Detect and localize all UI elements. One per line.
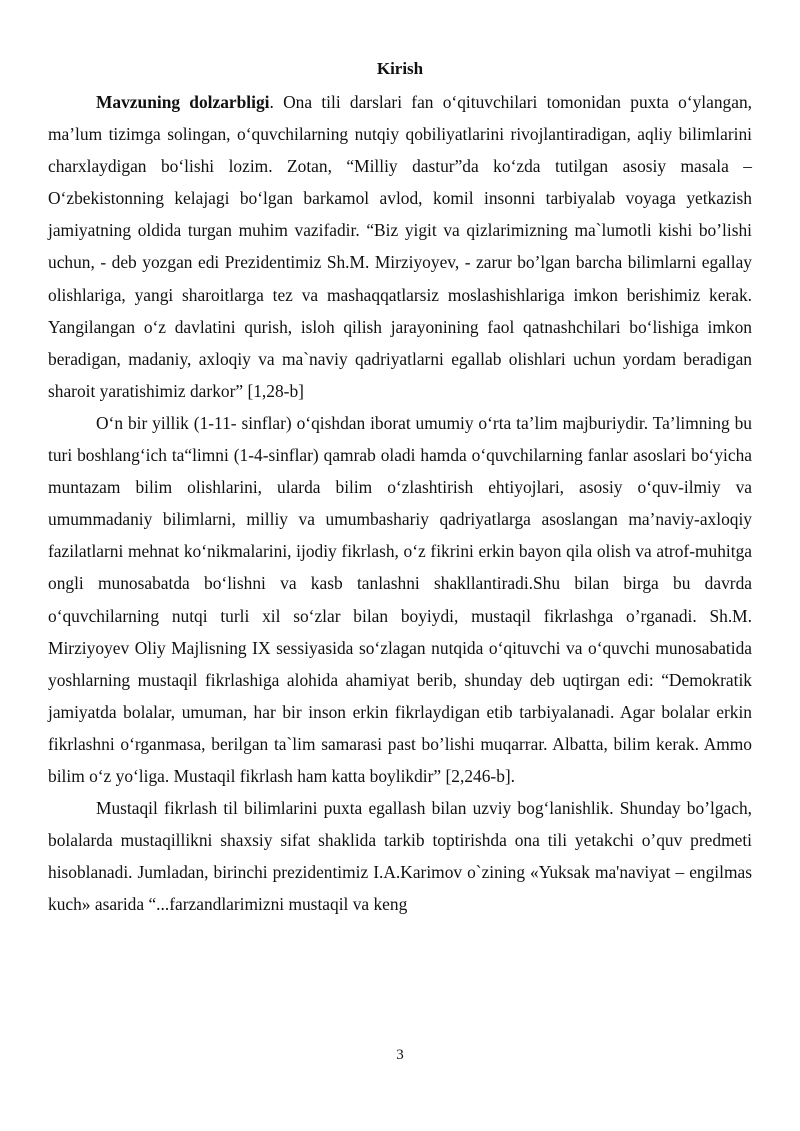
body-text — [48, 86, 752, 920]
paragraph-independent-thinking — [48, 792, 752, 920]
paragraph-text: O‘n bir yillik (1-11- sinflar) o‘qishdan iborat umumiy o‘rta ta’lim majburiydir. Ta’limning bu turi boshlang‘ich ta“limni (1-4-sinflar) qamrab oladi hamda o‘quvchilarning fanlar asoslari bo‘yicha muntazam bilim olishlarini, ularda bilim o‘zlashtirish ehtiyojlari, asosiy o‘quv-ilmiy va umummadaniy bilimlarni, milliy va umumbashariy qadriyatlarga asoslangan ma’naviy-axloqiy fazilatlarni mehnat ko‘nikmalarini, ijodiy fikrlash, o‘z fikrini erkin bayon qila olish va atrof-muhitga ongli munosabatda bo‘lishni va kasb tanlashni shakllantiradi.Shu bilan birga bu davrda o‘quvchilarning nutqi turli xil so‘zlar bilan boyiydi, mustaqil fikrlashga o’rganadi. Sh.M. Mirziyoyev Oliy Majlisning IX sessiyasida so‘zlagan nutqida o‘qituvchi va o‘quvchi munosabatida yoshlarning mustaqil fikrlashiga alohida ahamiyat berib, shunday deb uqtirgan edi: “Demokratik jamiyatda bolalar, umuman, har bir inson erkin fikrlaydigan etib tarbiyalanadi. Agar bolalar erkin fikrlashni o‘rganmasa, berilgan ta`lim samarasi past bo’lishi muqarrar. Albatta, bilim kerak. Ammo bilim o‘z yo‘liga. Mustaqil fikrlash ham katta boylikdir” [2,246-b]. — [48, 412, 752, 786]
page-number: 3 — [396, 1047, 404, 1063]
paragraph-text: . Ona tili darslari fan o‘qituvchilari tomonidan puxta o‘ylangan, ma’lum tizimga solingan, o‘quvchilarning nutqiy qobiliyatlarini rivojlantiradigan, aqliy bilimlarini charxlaydigan bo‘lishi lozim. Zotan, “Milliy dastur”da ko‘zda tutilgan asosiy masala – O‘zbekistonning kelajagi bo‘lgan barkamol avlod, komil insonni tarbiyalab voyaga yetkazish jamiyatning oldida turgan muhim vazifadir. “Biz yigit va qizlarimizning ma`lumotli kishi bo’lishi uchun, - deb yozgan edi Prezidentimiz Sh.M. Mirziyoyev, - zarur bo’lgan barcha bilimlarni egallay olishlariga, yangi sharoitlarga tez va mashaqqatlarsiz moslashishlariga imkon berishimiz kerak. Yangilangan o‘z davlatini qurish, isloh qilish jarayonining faol qatnashchilari bo‘lishiga imkon beradigan, madaniy, axloqiy va ma`naviy qadriyatlarni egallab olishlari uchun yordam beradigan sharoit yaratishimiz darkor” [1,28-b] — [48, 92, 753, 401]
paragraph-text: Mustaqil fikrlash til bilimlarini puxta egallash bilan uzviy bog‘lanishlik. Shunday bo’lgach, bolalarda mustaqillikni shaxsiy sifat shaklida tarkib toptirishda ona tili yetakchi o’quv predmeti hisoblanadi. Jumladan, birinchi prezidentimiz I.A.Karimov o`zining «Yuksak ma'naviyat – engilmas kuch» asarida “...farzandlarimizni mustaqil va keng — [48, 798, 752, 915]
paragraph-education — [48, 407, 752, 792]
paragraph-lead: Mavzuning dolzarbligi — [96, 92, 270, 112]
section-title: Kirish — [376, 59, 424, 78]
paragraph-relevance — [48, 86, 752, 407]
